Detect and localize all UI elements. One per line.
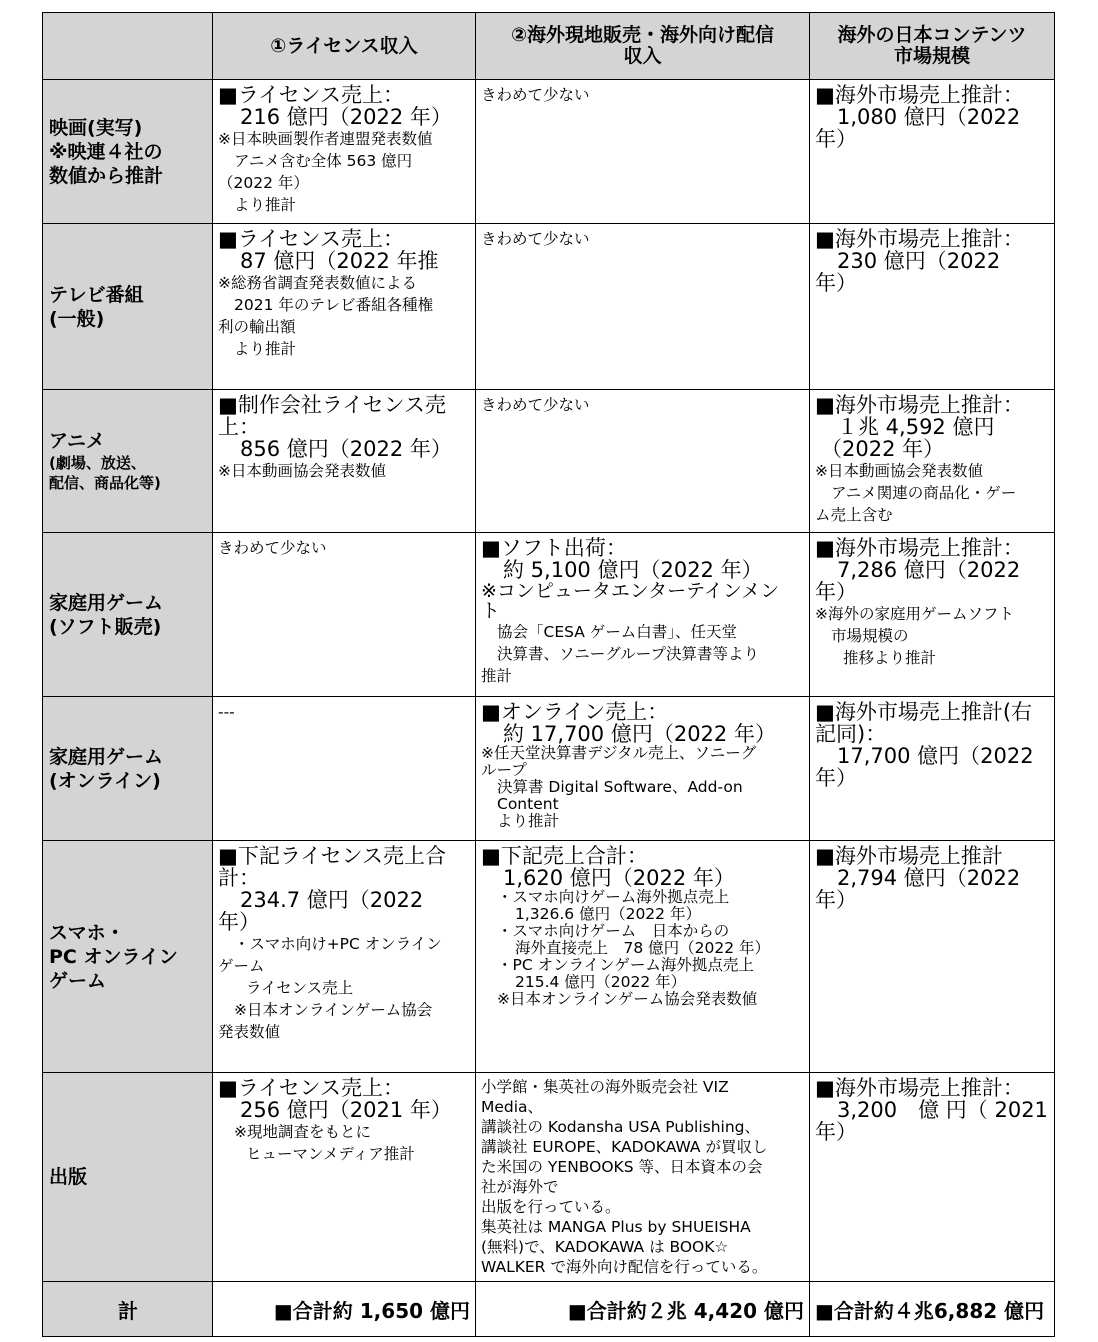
row-mobile-pc	[43, 841, 1055, 1073]
console-soft-license-cell: きわめて少ない	[213, 533, 476, 697]
row-label-mobile-pc: スマホ・ PC オンライン ゲーム	[43, 841, 213, 1073]
row-label-console-online: 家庭用ゲーム (オンライン)	[43, 697, 213, 841]
row-label-anime: アニメ (劇場、放送、 配信、商品化等)	[43, 390, 213, 533]
row-label-publishing: 出版	[43, 1073, 213, 1282]
row-label-tv: テレビ番組 (一般)	[43, 224, 213, 390]
header-row	[43, 13, 1055, 80]
header-corner	[43, 13, 213, 80]
film-license-cell: ■ライセンス売上： 216 億円（2022 年） ※日本映画製作者連盟発表数値 アニメ含む全体 563 億円 （2022 年） より推計	[213, 80, 476, 224]
row-label-film: 映画(実写) ※映連４社の 数値から推計	[43, 80, 213, 224]
console-online-market-cell: ■海外市場売上推計(右 記同)： 17,700 億円（2022 年）	[810, 697, 1055, 841]
row-film	[43, 80, 1055, 224]
header-overseas-sales: ②海外現地販売・海外向け配信 収入	[476, 13, 810, 80]
row-publishing	[43, 1073, 1055, 1282]
row-label-total: 計	[43, 1282, 213, 1337]
console-online-overseas-cell: ■オンライン売上： 約 17,700 億円（2022 年） ※任天堂決算書デジタル売上、ソニーグ ループ 決算書 Digital Software、Add-on Content より推計	[476, 697, 810, 841]
console-soft-market-cell: ■海外市場売上推計： 7,286 億円（2022 年） ※海外の家庭用ゲームソフト 市場規模の 推移より推計	[810, 533, 1055, 697]
mobile-license-cell: ■下記ライセンス売上合 計： 234.7 億円（2022 年） ・スマホ向け+PC オンライン ゲーム ライセンス売上 ※日本オンラインゲーム協会 発表数値	[213, 841, 476, 1073]
market-table	[42, 12, 1055, 1337]
anime-overseas-cell: きわめて少ない	[476, 390, 810, 533]
total-market-cell: ■合計約４兆6,882 億円	[810, 1282, 1055, 1337]
header-overseas-market-size: 海外の日本コンテンツ 市場規模	[810, 13, 1055, 80]
publishing-market-cell: ■海外市場売上推計： 3,200 億 円（ 2021 年）	[810, 1073, 1055, 1282]
tv-market-cell: ■海外市場売上推計： 230 億円（2022 年）	[810, 224, 1055, 390]
row-tv	[43, 224, 1055, 390]
row-console-soft	[43, 533, 1055, 697]
header-license-income: ①ライセンス収入	[213, 13, 476, 80]
console-soft-overseas-cell: ■ソフト出荷： 約 5,100 億円（2022 年） ※コンピュータエンターテインメン ト 協会「CESA ゲーム白書」、任天堂 決算書、ソニーグループ決算書等より 推計	[476, 533, 810, 697]
console-online-license-cell: ---	[213, 697, 476, 841]
total-license-cell: ■合計約 1,650 億円	[213, 1282, 476, 1337]
film-market-cell: ■海外市場売上推計： 1,080 億円（2022 年）	[810, 80, 1055, 224]
row-console-online	[43, 697, 1055, 841]
row-total	[43, 1282, 1055, 1337]
row-label-console-soft: 家庭用ゲーム (ソフト販売)	[43, 533, 213, 697]
mobile-market-cell: ■海外市場売上推計 2,794 億円（2022 年）	[810, 841, 1055, 1073]
film-overseas-cell: きわめて少ない	[476, 80, 810, 224]
anime-license-cell: ■制作会社ライセンス売 上： 856 億円（2022 年） ※日本動画協会発表数値	[213, 390, 476, 533]
anime-market-cell: ■海外市場売上推計： １兆 4,592 億円 （2022 年） ※日本動画協会発表数値 アニメ関連の商品化・ゲー ム売上含む	[810, 390, 1055, 533]
total-overseas-cell: ■合計約２兆 4,420 億円	[476, 1282, 810, 1337]
publishing-overseas-cell: 小学館・集英社の海外販売会社 VIZ Media、 講談社の Kodansha USA Publishing、 講談社 EUROPE、KADOKAWA が買収し た米国の YENBOOKS 等、日本資本の会 社が海外で 出版を行っている。 集英社は MANGA Plus by SHUEISHA (無料)で、KADOKAWA は BOOK☆ WALKER で海外向け配信を行っている。	[476, 1073, 810, 1282]
tv-license-cell: ■ライセンス売上： 87 億円（2022 年推 ※総務省調査発表数値による 2021 年のテレビ番組各種権 利の輸出額 より推計	[213, 224, 476, 390]
tv-overseas-cell: きわめて少ない	[476, 224, 810, 390]
row-anime	[43, 390, 1055, 533]
mobile-overseas-cell: ■下記売上合計： 1,620 億円（2022 年） ・スマホ向けゲーム海外拠点売上 1,326.6 億円（2022 年） ・スマホ向けゲーム 日本からの 海外直接売上 78 億円（2022 年） ・PC オンラインゲーム海外拠点売上 215.4 億円（2022 年） ※日本オンラインゲーム協会発表数値	[476, 841, 810, 1073]
publishing-license-cell: ■ライセンス売上： 256 億円（2021 年） ※現地調査をもとに ヒューマンメディア推計	[213, 1073, 476, 1282]
